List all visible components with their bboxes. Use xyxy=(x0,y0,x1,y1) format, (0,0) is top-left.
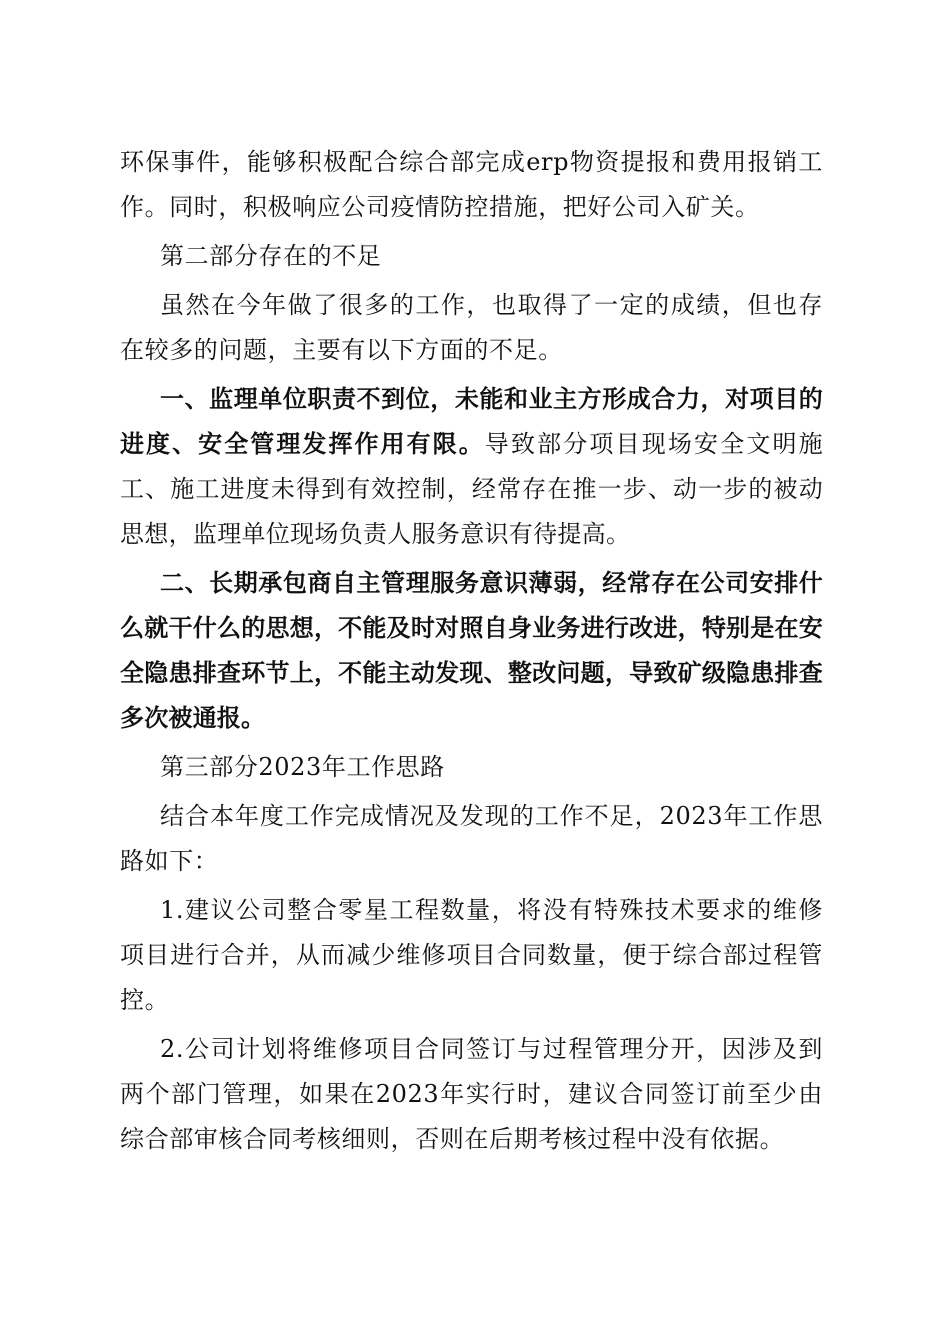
paragraph-point-two xyxy=(120,561,823,741)
paragraph-plan-item-2: 2.公司计划将维修项目合同签订与过程管理分开，因涉及到两个部门管理，如果在2023年实行时，建议合同签订前至少由综合部审核合同考核细则，否则在后期考核过程中没有依据。 xyxy=(120,1035,823,1153)
paragraph-plan-intro: 结合本年度工作完成情况及发现的工作不足，2023年工作思路如下： xyxy=(120,802,823,875)
point-one-bold-lead: 一、监理单位职责不到位，未能和业主方形成合力，对项目的进度、安全管理发挥作用有限。 xyxy=(120,385,823,458)
document-body xyxy=(120,140,823,1162)
section-heading-2023-plan: 第三部分2023年工作思路 xyxy=(160,753,445,781)
paragraph-deficiencies-intro: 虽然在今年做了很多的工作，也取得了一定的成绩，但也存在较多的问题，主要有以下方面的不足。 xyxy=(120,291,823,364)
paragraph-plan-item-1: 1.建议公司整合零星工程数量，将没有特殊技术要求的维修项目进行合并，从而减少维修项目合同数量，便于综合部过程管控。 xyxy=(120,896,823,1014)
paragraph-point-one xyxy=(120,377,823,557)
section-heading-deficiencies: 第二部分存在的不足 xyxy=(160,242,382,270)
point-one-detail: 导致部分项目现场安全文明施工、施工进度未得到有效控制，经常存在推一步、动一步的被动思想，监理单位现场负责人服务意识有待提高。 xyxy=(120,430,823,548)
paragraph-continuation: 环保事件，能够积极配合综合部完成erp物资提报和费用报销工作。同时，积极响应公司疫情防控措施，把好公司入矿关。 xyxy=(120,148,823,221)
point-two-bold-text: 二、长期承包商自主管理服务意识薄弱，经常存在公司安排什么就干什么的思想，不能及时对照自身业务进行改进，特别是在安全隐患排查环节上，不能主动发现、整改问题，导致矿级隐患排查多次被通报。 xyxy=(120,569,823,732)
